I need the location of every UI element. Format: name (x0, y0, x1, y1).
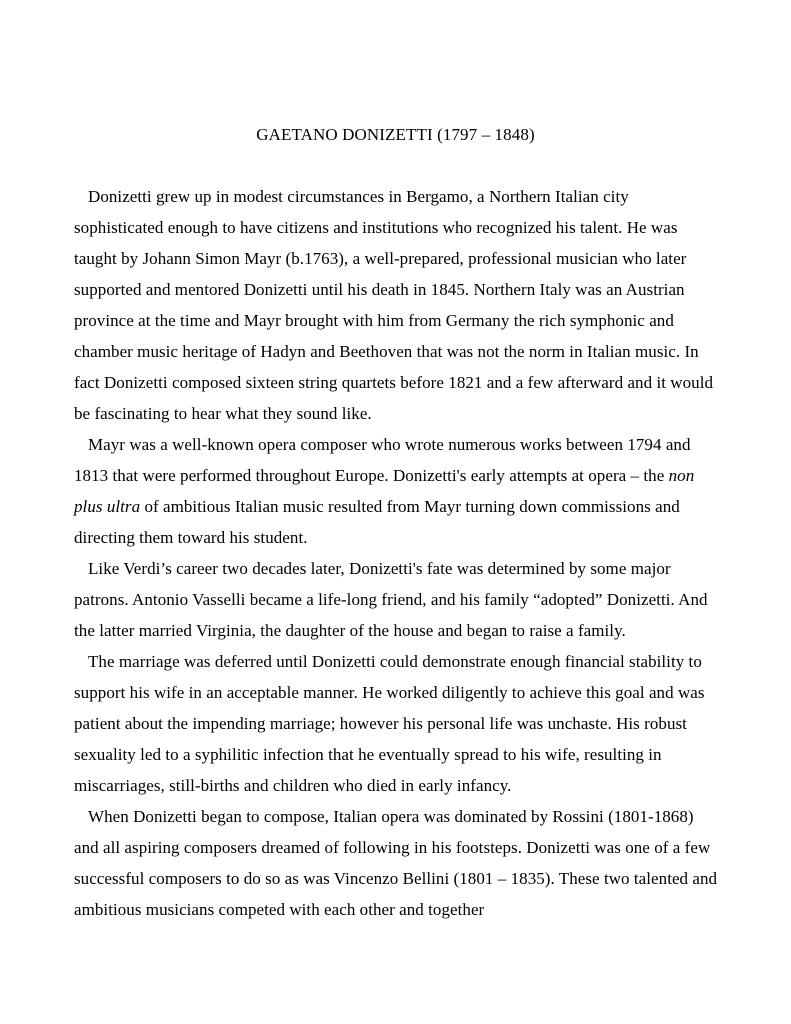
paragraph-1: Donizetti grew up in modest circumstances in Bergamo, a Northern Italian city sophisticated enough to have citizens and institutions who recognized his talent. He was taught by Johann Simon Mayr (b.1763), a well-prepared, professional musician who later supported and mentored Donizetti until his death in 1845. Northern Italy was an Austrian province at the time and Mayr brought with him from Germany the rich symphonic and chamber music heritage of Hadyn and Beethoven that was not the norm in Italian music. In fact Donizetti composed sixteen string quartets before 1821 and a few afterward and it would be fascinating to hear what they sound like. (74, 187, 714, 423)
document-body (74, 181, 722, 925)
paragraph-2-text-end: of ambitious Italian music resulted from Mayr turning down commissions and directing them toward his student. (74, 497, 680, 547)
italic-phrase: non plus ultra (74, 466, 695, 516)
paragraph-2-text-start: Mayr was a well-known opera composer who wrote numerous works between 1794 and 1813 that were performed throughout Europe. Donizetti's early attempts at opera – the (74, 435, 691, 485)
paragraph-5: When Donizetti began to compose, Italian opera was dominated by Rossini (1801-1868) and all aspiring composers dreamed of following in his footsteps. Donizetti was one of a few successful composers to do so as was Vincenzo Bellini (1801 – 1835). These two talented and ambitious musicians competed with each other and together (74, 807, 718, 919)
paragraph-3: Like Verdi’s career two decades later, Donizetti's fate was determined by some major patrons. Antonio Vasselli became a life-long friend, and his family “adopted” Donizetti. And the latter married Virginia, the daughter of the house and began to raise a family. (74, 559, 708, 640)
paragraph-2 (74, 429, 722, 553)
document-title: GAETANO DONIZETTI (1797 – 1848) (256, 125, 535, 144)
paragraph-4: The marriage was deferred until Donizetti could demonstrate enough financial stability to support his wife in an acceptable manner. He worked diligently to achieve this goal and was patient about the impending marriage; however his personal life was unchaste. His robust sexuality led to a syphilitic infection that he eventually spread to his wife, resulting in miscarriages, still-births and children who died in early infancy. (74, 652, 705, 795)
